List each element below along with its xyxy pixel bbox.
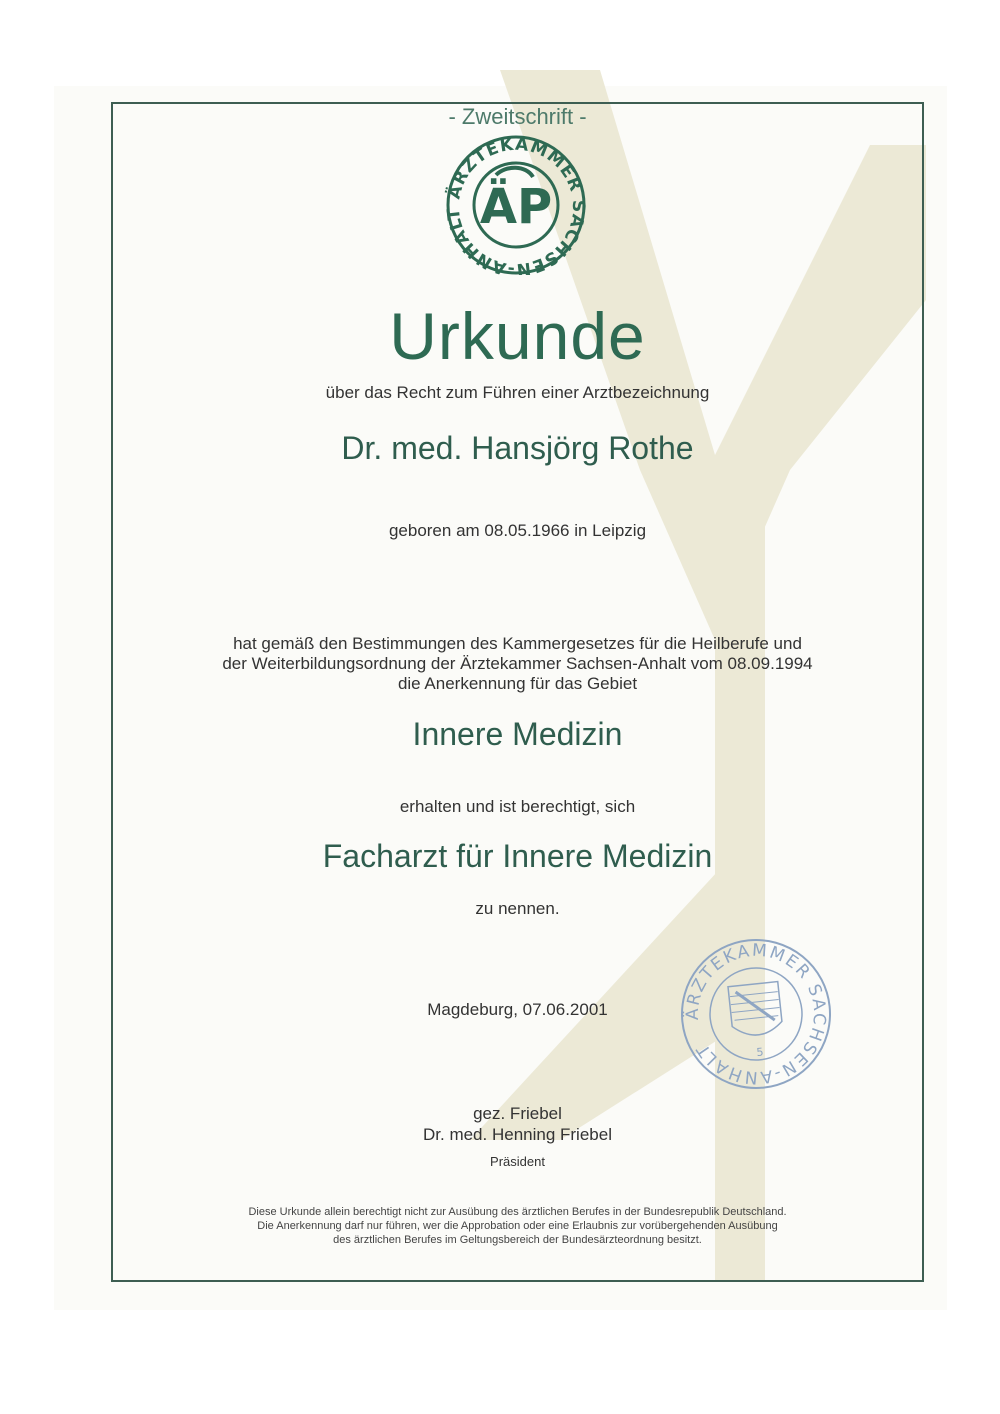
birth-line: geboren am 08.05.1966 in Leipzig [388,521,647,540]
stamp-number: 5 [755,1045,765,1060]
specialist-title: Facharzt für Innere Medizin [322,838,713,874]
received-line: erhalten und ist berechtigt, sich [399,797,636,816]
footer-line: Diese Urkunde allein berechtigt nicht zur Ausübung des ärztlichen Berufes in der Bundesrepublik Deutschland. [248,1206,787,1218]
certificate-title: Urkunde [389,299,646,373]
certificate-subtitle: über das Recht zum Führen einer Arztbezeichnung [325,383,710,402]
signature-line: gez. Friebel [473,1104,562,1123]
footer-disclaimer [112,1205,923,1247]
recognition-line: der Weiterbildungsordnung der Ärztekammer Sachsen-Anhalt vom 08.09.1994 [222,654,813,673]
duplicate-note: - Zweitschrift - [448,104,587,129]
recognition-text [112,634,923,694]
footer-line: Die Anerkennung darf nur führen, wer die Approbation oder eine Erlaubnis zur vorübergehenden Ausübung [257,1220,778,1232]
medical-field: Innere Medizin [412,716,623,752]
signatory-role: Präsident [490,1154,545,1169]
signatory-name: Dr. med. Henning Friebel [423,1125,612,1144]
recognition-line: die Anerkennung für das Gebiet [397,674,638,693]
closing-line: zu nennen. [475,899,560,918]
footer-line: des ärztlichen Berufes im Geltungsbereich der Bundesärzteordnung besitzt. [333,1234,702,1246]
recognition-line: hat gemäß den Bestimmungen des Kammergesetzes für die Heilberufe und [233,634,802,653]
chamber-logo [441,135,591,280]
place-date: Magdeburg, 07.06.2001 [427,1000,608,1019]
svg-text:ÄP: ÄP [479,179,553,235]
logo-ring-text: ÄRZTEKAMMER SACHSEN-ANHALT [443,135,589,275]
holder-name: Dr. med. Hansjörg Rothe [341,430,694,466]
stamp-ring-text: ÄRZTEKAMMER SACHSEN-ANHALT [682,940,830,1088]
